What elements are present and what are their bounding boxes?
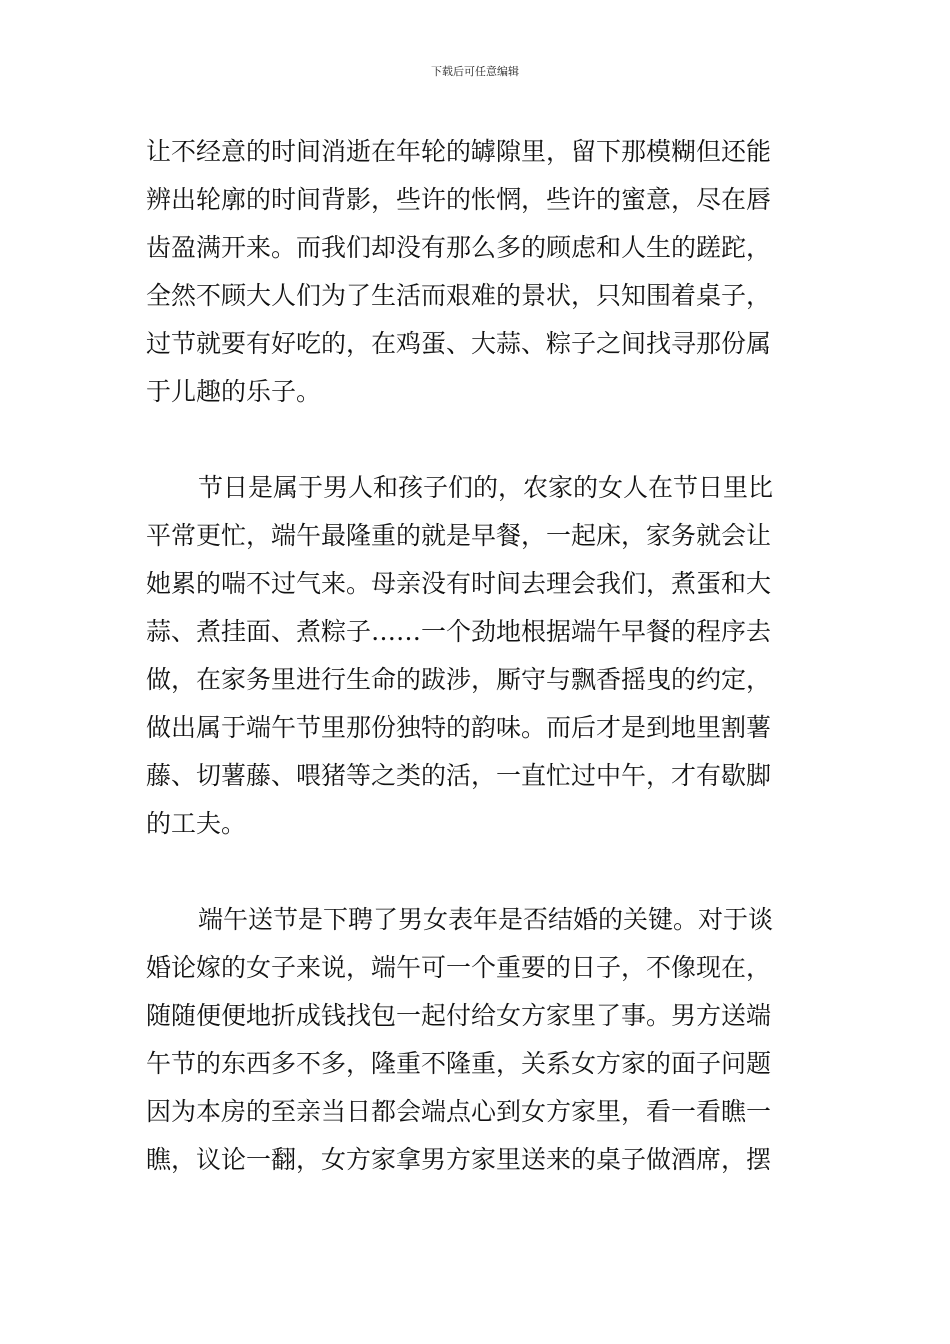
text-line: 过节就要有好吃的，在鸡蛋、大蒜、粽子之间找寻那份属 (146, 329, 772, 358)
text-line: 做出属于端午节里那份独特的韵味。而后才是到地里割薯 (146, 713, 772, 742)
text-line: 因为本房的至亲当日都会端点心到女方家里，看一看瞧一 (146, 1097, 772, 1126)
text-line: 全然不顾大人们为了生活而艰难的景状，只知围着桌子， (146, 281, 772, 310)
text-line: 藤、切薯藤、喂猪等之类的活，一直忙过中午，才有歇脚 (146, 761, 772, 790)
text-line: 婚论嫁的女子来说，端午可一个重要的日子，不像现在， (146, 953, 772, 982)
text-line: 她累的喘不过气来。母亲没有时间去理会我们，煮蛋和大 (146, 569, 772, 598)
paragraph-gap (146, 416, 806, 464)
page-header: 下载后可任意编辑 (431, 65, 519, 78)
text-line: 蒜、煮挂面、煮粽子……一个劲地根据端午早餐的程序去 (146, 617, 772, 646)
text-line: 做，在家务里进行生命的跋涉，厮守与飘香摇曳的约定， (146, 665, 772, 694)
document-body (146, 128, 806, 1184)
paragraph (146, 464, 806, 848)
paragraph (146, 896, 806, 1184)
text-line: 于儿趣的乐子。 (146, 377, 322, 406)
text-line: 午节的东西多不多，隆重不隆重，关系女方家的面子问题 (146, 1049, 772, 1078)
text-line: 瞧，议论一翻，女方家拿男方家里送来的桌子做酒席，摆 (146, 1145, 772, 1174)
text-line: 齿盈满开来。而我们却没有那么多的顾虑和人生的蹉跎， (146, 233, 772, 262)
text-line: 让不经意的时间消逝在年轮的罅隙里，留下那模糊但还能 (146, 137, 772, 166)
paragraph (146, 128, 806, 416)
text-line: 平常更忙，端午最隆重的就是早餐，一起床，家务就会让 (146, 521, 772, 550)
paragraph-gap (146, 848, 806, 896)
text-line: 随随便便地折成钱找包一起付给女方家里了事。男方送端 (146, 1001, 772, 1030)
text-line: 的工夫。 (146, 809, 247, 838)
text-line: 端午送节是下聘了男女表年是否结婚的关键。对于谈 (198, 905, 774, 934)
text-line: 节日是属于男人和孩子们的，农家的女人在节日里比 (198, 473, 774, 502)
text-line: 辨出轮廓的时间背影，些许的怅惘，些许的蜜意，尽在唇 (146, 185, 772, 214)
